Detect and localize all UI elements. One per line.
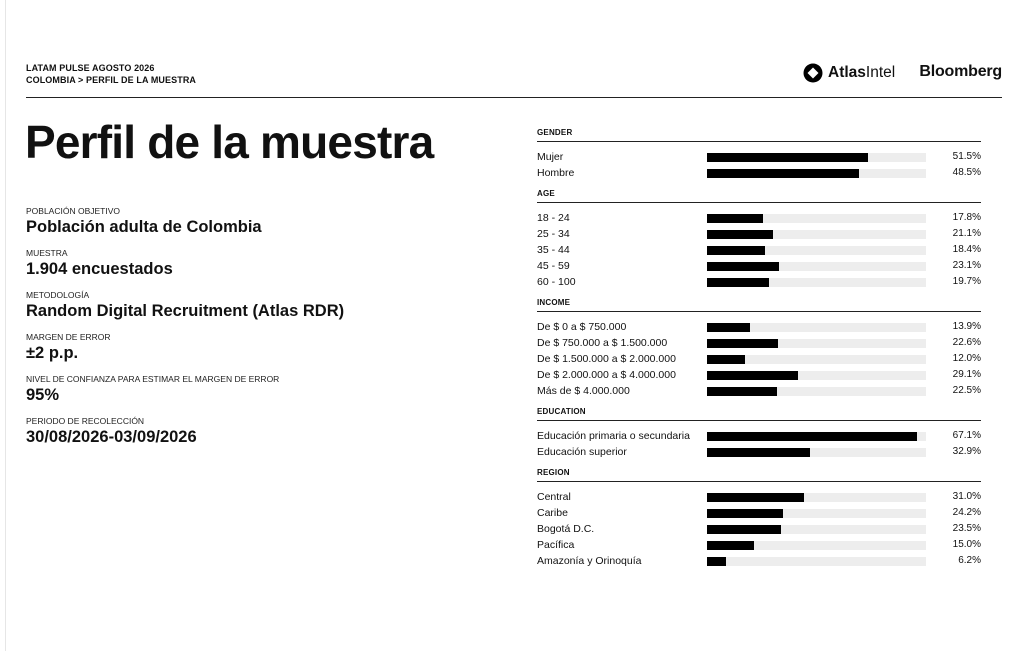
bar	[707, 387, 777, 396]
detail-label: NIVEL DE CONFIANZA PARA ESTIMAR EL MARGEN DE ERROR	[26, 374, 280, 384]
report-breadcrumb	[26, 62, 196, 86]
bar-track	[707, 387, 926, 396]
value-label: 51.5%	[952, 151, 981, 162]
value-label: 22.5%	[952, 385, 981, 396]
bar	[707, 246, 765, 255]
bar	[707, 214, 763, 223]
detail-label: MARGEN DE ERROR	[26, 332, 111, 342]
bar	[707, 541, 754, 550]
chart-section-income	[537, 298, 981, 399]
category-label: Pacífica	[537, 539, 575, 551]
bar	[707, 153, 868, 162]
bar	[707, 525, 781, 534]
value-label: 24.2%	[952, 507, 981, 518]
bar	[707, 448, 810, 457]
chart-row	[537, 521, 981, 537]
chart-section-heading: GENDER	[537, 128, 981, 142]
detail-label: POBLACIÓN OBJETIVO	[26, 206, 120, 216]
category-label: Educación primaria o secundaria	[537, 430, 690, 442]
chart-row	[537, 489, 981, 505]
bar	[707, 432, 917, 441]
value-label: 23.1%	[952, 260, 981, 271]
chart-section-heading: INCOME	[537, 298, 981, 312]
chart-row	[537, 165, 981, 181]
bar	[707, 323, 750, 332]
bar-track	[707, 339, 926, 348]
value-label: 22.6%	[952, 337, 981, 348]
bar	[707, 339, 778, 348]
value-label: 18.4%	[952, 244, 981, 255]
chart-row	[537, 149, 981, 165]
chart-row	[537, 537, 981, 553]
bar-track	[707, 323, 926, 332]
chart-row	[537, 335, 981, 351]
detail-value: ±2 p.p.	[26, 344, 79, 362]
bar-track	[707, 448, 926, 457]
value-label: 23.5%	[952, 523, 981, 534]
category-label: 35 - 44	[537, 244, 570, 256]
value-label: 6.2%	[958, 555, 981, 566]
chart-section-region	[537, 468, 981, 569]
bar-track	[707, 230, 926, 239]
report-section: COLOMBIA > PERFIL DE LA MUESTRA	[26, 75, 197, 85]
report-header	[26, 61, 1002, 97]
chart-row	[537, 319, 981, 335]
detail-value: 95%	[26, 386, 60, 404]
bar-track	[707, 278, 926, 287]
bar	[707, 557, 726, 566]
category-label: De $ 1.500.000 a $ 2.000.000	[537, 353, 676, 365]
category-label: Educación superior	[537, 446, 627, 458]
chart-section-age	[537, 189, 981, 290]
category-label: De $ 2.000.000 a $ 4.000.000	[537, 369, 676, 381]
chart-section-heading: EDUCATION	[537, 407, 981, 421]
chart-row	[537, 226, 981, 242]
detail-sample	[26, 248, 486, 280]
category-label: Hombre	[537, 167, 575, 179]
bar-track	[707, 432, 926, 441]
value-label: 13.9%	[952, 321, 981, 332]
bar-track	[707, 371, 926, 380]
chart-row	[537, 383, 981, 399]
bar-track	[707, 153, 926, 162]
chart-row	[537, 428, 981, 444]
report-edition: LATAM PULSE AGOSTO 2026	[26, 63, 155, 73]
detail-label: MUESTRA	[26, 248, 68, 258]
bar	[707, 169, 859, 178]
atlasintel-logo	[803, 63, 895, 83]
value-label: 31.0%	[952, 491, 981, 502]
value-label: 32.9%	[952, 446, 981, 457]
sample-details	[26, 206, 486, 458]
atlasintel-mark-icon	[803, 63, 823, 83]
category-label: Más de $ 4.000.000	[537, 385, 630, 397]
chart-section-heading: AGE	[537, 189, 981, 203]
category-label: 18 - 24	[537, 212, 570, 224]
bar-track	[707, 262, 926, 271]
value-label: 29.1%	[952, 369, 981, 380]
bloomberg-logo: Bloomberg	[919, 63, 1002, 80]
detail-methodology	[26, 290, 486, 322]
category-label: De $ 750.000 a $ 1.500.000	[537, 337, 668, 349]
bar-track	[707, 214, 926, 223]
chart-row	[537, 274, 981, 290]
chart-section-heading: REGION	[537, 468, 981, 482]
sample-profile-chart	[537, 128, 981, 577]
chart-row	[537, 258, 981, 274]
detail-value: 1.904 encuestados	[26, 260, 173, 278]
bar-track	[707, 509, 926, 518]
bar-track	[707, 525, 926, 534]
category-label: 60 - 100	[537, 276, 576, 288]
value-label: 19.7%	[952, 276, 981, 287]
detail-value: Población adulta de Colombia	[26, 218, 262, 236]
atlasintel-wordmark: AtlasIntel	[828, 64, 896, 81]
chart-row	[537, 210, 981, 226]
bar	[707, 493, 804, 502]
header-divider	[26, 97, 1002, 98]
page-title: Perfil de la muestra	[25, 116, 434, 168]
bar	[707, 278, 769, 287]
detail-value: Random Digital Recruitment (Atlas RDR)	[26, 302, 345, 320]
detail-confidence-level	[26, 374, 486, 406]
category-label: Mujer	[537, 151, 564, 163]
bar-track	[707, 355, 926, 364]
chart-row	[537, 505, 981, 521]
detail-target-population	[26, 206, 486, 238]
chart-row	[537, 242, 981, 258]
chart-row	[537, 444, 981, 460]
page-edge-divider	[5, 0, 6, 651]
bar-track	[707, 169, 926, 178]
detail-value: 30/08/2026-03/09/2026	[26, 428, 197, 446]
bar	[707, 509, 783, 518]
category-label: De $ 0 a $ 750.000	[537, 321, 627, 333]
value-label: 17.8%	[952, 212, 981, 223]
category-label: Bogotá D.C.	[537, 523, 595, 535]
detail-margin-of-error	[26, 332, 486, 364]
category-label: 45 - 59	[537, 260, 570, 272]
chart-row	[537, 367, 981, 383]
bar	[707, 371, 798, 380]
category-label: Caribe	[537, 507, 568, 519]
value-label: 15.0%	[952, 539, 981, 550]
bar	[707, 230, 773, 239]
value-label: 21.1%	[952, 228, 981, 239]
chart-section-gender	[537, 128, 981, 181]
chart-row	[537, 351, 981, 367]
category-label: Central	[537, 491, 571, 503]
bar	[707, 262, 779, 271]
value-label: 67.1%	[952, 430, 981, 441]
bar-track	[707, 541, 926, 550]
bar-track	[707, 246, 926, 255]
value-label: 48.5%	[952, 167, 981, 178]
detail-collection-period	[26, 416, 486, 448]
chart-row	[537, 553, 981, 569]
category-label: Amazonía y Orinoquía	[537, 555, 642, 567]
bar-track	[707, 493, 926, 502]
chart-section-education	[537, 407, 981, 460]
category-label: 25 - 34	[537, 228, 570, 240]
bar	[707, 355, 745, 364]
value-label: 12.0%	[952, 353, 981, 364]
bar-track	[707, 557, 926, 566]
detail-label: PERIODO DE RECOLECCIÓN	[26, 416, 145, 426]
detail-label: METODOLOGÍA	[26, 290, 90, 300]
